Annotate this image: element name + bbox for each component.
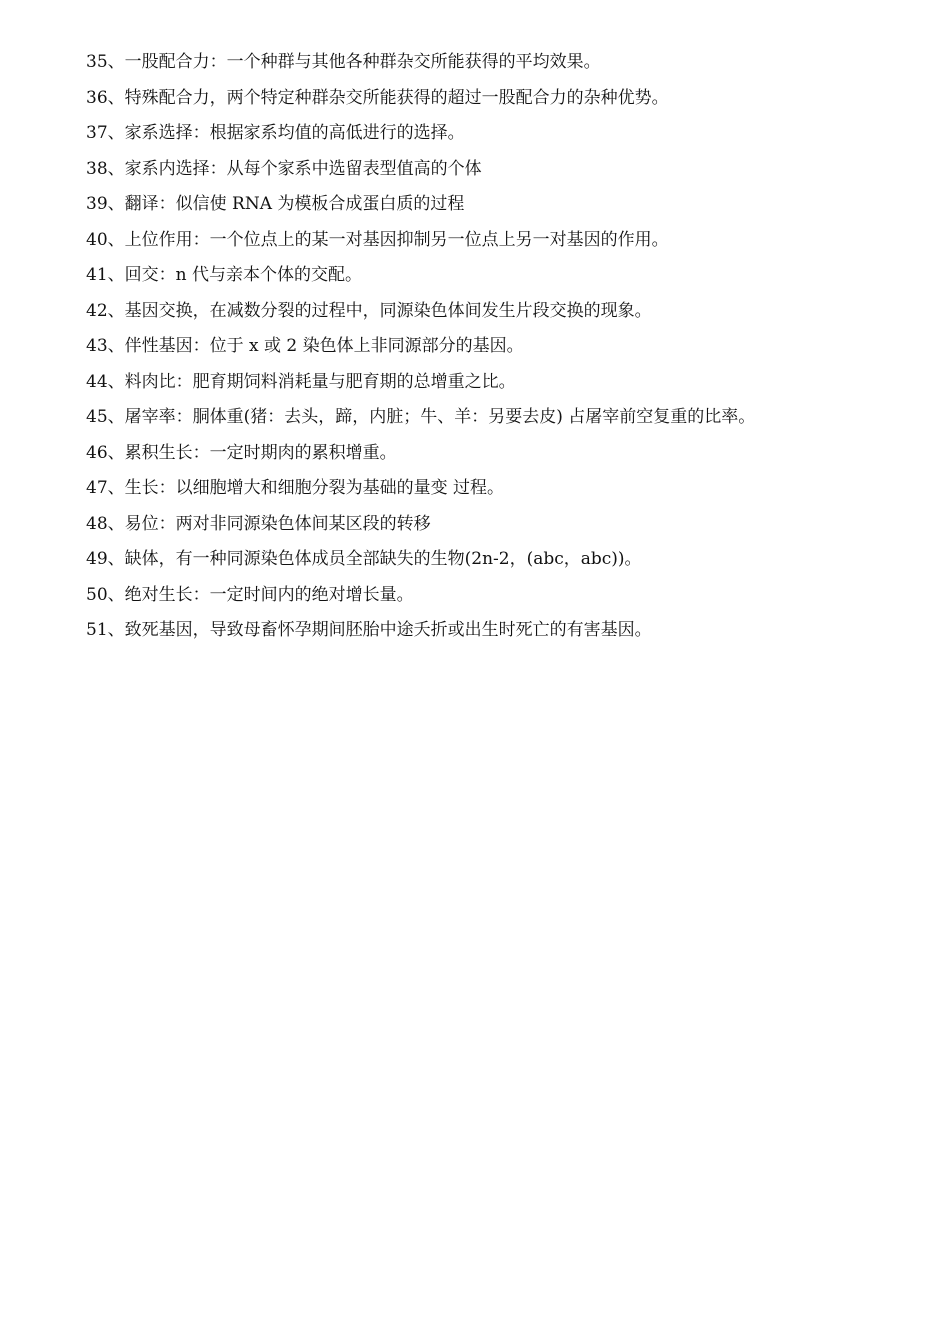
definition-item: 51、致死基因，导致母畜怀孕期间胚胎中途夭折或出生时死亡的有害基因。 <box>86 620 652 640</box>
definition-item: 43、伴性基因：位于 x 或 2 染色体上非同源部分的基因。 <box>86 336 524 356</box>
definition-item: 39、翻译：似信使 RNA 为模板合成蛋白质的过程 <box>86 194 465 214</box>
definition-item: 37、家系选择：根据家系均值的高低进行的选择。 <box>86 123 465 143</box>
definition-item: 42、基因交换，在减数分裂的过程中，同源染色体间发生片段交换的现象。 <box>86 300 652 321</box>
definition-list <box>86 48 926 652</box>
definition-item: 44、料肉比：肥育期饲料消耗量与肥育期的总增重之比。 <box>86 371 516 392</box>
definition-item: 40、上位作用：一个位点上的某一对基因抑制另一位点上另一对基因的作用。 <box>86 229 669 250</box>
definition-item: 41、回交：n 代与亲本个体的交配。 <box>86 265 362 285</box>
definition-item: 38、家系内选择：从每个家系中选留表型值高的个体 <box>86 158 482 179</box>
definition-item: 50、绝对生长：一定时间内的绝对增长量。 <box>86 584 414 605</box>
definition-item: 45、屠宰率：胴体重(猪：去头，蹄，内脏；牛、羊：另要去皮) 占屠宰前空复重的比率。 <box>86 407 756 427</box>
definition-item: 36、特殊配合力，两个特定种群杂交所能获得的超过一股配合力的杂种优势。 <box>86 87 669 108</box>
definition-item: 47、生长：以细胞增大和细胞分裂为基础的量变 过程。 <box>86 478 505 498</box>
definition-item: 48、易位：两对非同源染色体间某区段的转移 <box>86 513 431 534</box>
definition-item: 46、累积生长：一定时期肉的累积增重。 <box>86 442 397 463</box>
definition-item: 49、缺体，有一种同源染色体成员全部缺失的生物(2n-2，(abc，abc))。 <box>86 549 642 569</box>
definition-item: 35、一股配合力：一个种群与其他各种群杂交所能获得的平均效果。 <box>86 52 601 72</box>
